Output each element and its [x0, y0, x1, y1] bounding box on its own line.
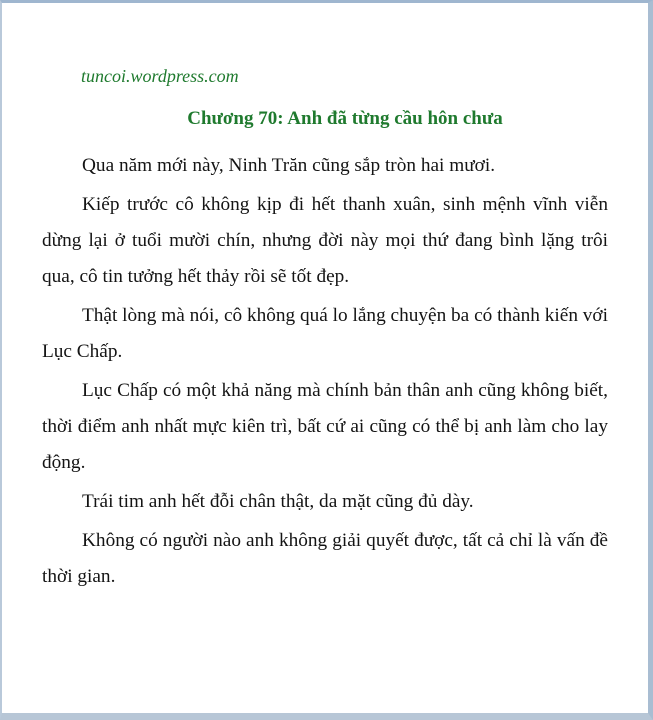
paragraph-5: Trái tim anh hết đỗi chân thật, da mặt cũng đủ dày.	[82, 491, 474, 512]
chapter-body	[42, 148, 608, 598]
paragraph-1: Qua năm mới này, Ninh Trăn cũng sắp tròn hai mươi.	[82, 155, 496, 176]
paragraph-4: Lục Chấp có một khả năng mà chính bản thân anh cũng không biết, thời điểm anh nhất mực kiên trì, bất cứ ai cũng có thể bị anh làm cho lay động.	[42, 380, 608, 473]
paragraph-6: Không có người nào anh không giải quyết được, tất cả chỉ là vấn đề thời gian.	[42, 530, 608, 587]
chapter-title: Chương 70: Anh đã từng cầu hôn chưa	[187, 108, 503, 129]
paragraph-2: Kiếp trước cô không kịp đi hết thanh xuân, sinh mệnh vĩnh viễn dừng lại ở tuổi mười chín, nhưng đời này mọi thứ đang bình lặng trôi qua, cô tin tưởng hết thảy rồi sẽ tốt đẹp.	[42, 194, 608, 287]
document-page	[2, 3, 648, 713]
paragraph-3: Thật lòng mà nói, cô không quá lo lắng chuyện ba có thành kiến với Lục Chấp.	[42, 305, 608, 362]
source-url-header: tuncoi.wordpress.com	[81, 66, 239, 86]
